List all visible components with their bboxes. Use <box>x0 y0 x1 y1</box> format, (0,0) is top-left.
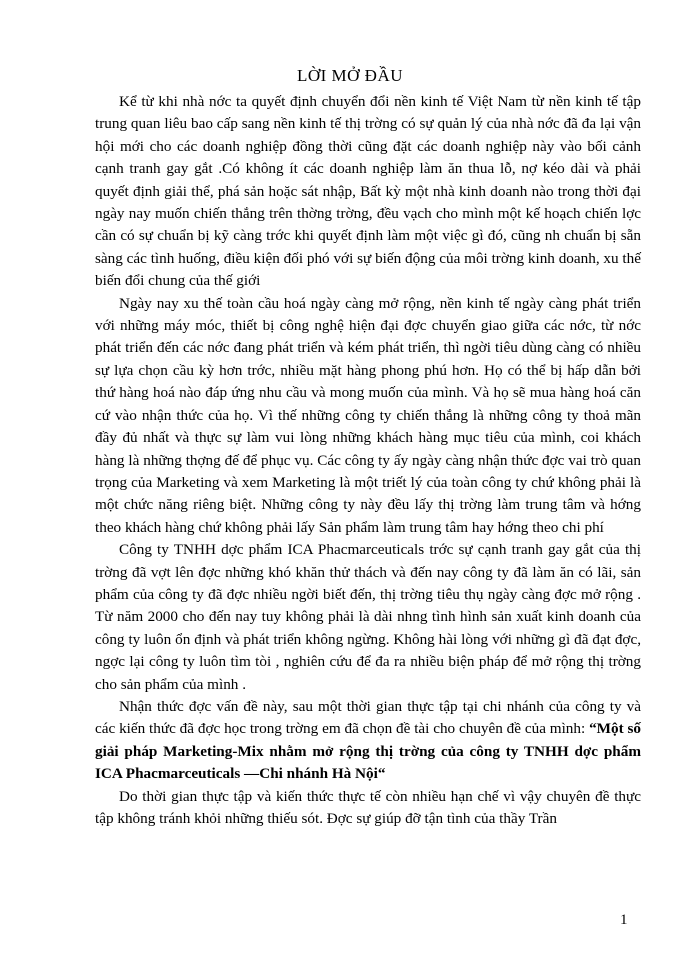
paragraph-4-intro: Nhận thức đợc vấn đề này, sau một thời gian thực tập tại chi nhánh của công ty và các kiến thức đã đợc học trong trờng em đã chọn đề tài cho chuyên đề của mình: <box>95 697 641 738</box>
paragraph-3: Công ty TNHH dợc phẩm ICA Phacmarceuticals trớc sự cạnh tranh gay gắt của thị trờng đã vợt lên đợc những khó khăn thử thách và đến nay công ty đã làm ăn có lãi, sản phẩm của công ty đã đợc nhiều ngời biết đến, thị trờng tiêu thụ ngày càng đợc mở rộng . Từ năm 2000 cho đến nay tuy không phải là dài nhng tình hình sản xuất kinh doanh của công ty luôn ổn định và phát triển không ngừng. Không hài lòng với những gì đã đạt đợc, ngợc lại công ty luôn tìm tòi , nghiên cứu để đa ra nhiều biện pháp để mở rộng thị trờng cho sản phẩm của mình . <box>95 541 641 693</box>
document-body <box>95 91 641 830</box>
page-title: LỜI MỞ ĐẦU <box>296 66 404 85</box>
paragraph-5: Do thời gian thực tập và kiến thức thực tế còn nhiều hạn chế vì vậy chuyên đề thực tập không tránh khỏi những thiếu sót. Đợc sự giúp đỡ tận tình của thầy Trần <box>95 787 641 827</box>
paragraph-1: Kể từ khi nhà nớc ta quyết định chuyển đổi nền kinh tế Việt Nam từ nền kinh tế tập trung quan liêu bao cấp sang nền kinh tế thị trờng có sự quản lý của nhà nớc đã đa lại vận hội mới cho các doanh nghiệp đồng thời cũng đặt các doanh nghiệp này vào bối cảnh cạnh tranh gay gắt .Có không ít các doanh nghiệp làm ăn thua lỗ, nợ kéo dài và phải quyết định giải thể, phá sản hoặc sát nhập, Bất kỳ một nhà kinh doanh nào trong thời đại ngày nay muốn chiến thắng trên thờng trờng, đều vạch cho mình một kế hoạch chiến lợc cần có sự chuẩn bị kỹ càng trớc khi quyết định làm một việc gì đó, cũng nh chuẩn bị sẵn sàng các tình huống, điều kiện đối phó với sự biến động của môi trờng kinh doanh, xu thế biến đổi chung của thế giới <box>95 93 641 290</box>
paragraph-4 <box>95 696 641 786</box>
page-number: 1 <box>620 912 628 928</box>
thesis-topic: “Một số giải pháp Marketing-Mix nhằm mở rộng thị trờng của công ty TNHH dợc phẩm ICA Phacmarceuticals —Chi nhánh Hà Nội“ <box>95 720 641 783</box>
paragraph-2: Ngày nay xu thế toàn cầu hoá ngày càng mở rộng, nền kinh tế ngày càng phát triển với những máy móc, thiết bị công nghệ hiện đại đợc chuyển giao giữa các nớc, từ nớc phát triển đến các nớc đang phát triển và kém phát triển, thì ngời tiêu dùng càng có nhiều sự lựa chọn cầu kỳ hơn trớc, nhiều mặt hàng phong phú hơn. Họ có thể bị hấp dẫn bởi thứ hàng hoá nào đáp ứng nhu cầu và mong muốn của mình. Và họ sẽ mua hàng hoá căn cứ vào nhận thức của họ. Vì thế những công ty chiến thắng là những công ty thoả mãn đầy đủ nhất và thực sự làm vui lòng những khách hàng mục tiêu của mình, coi khách hàng là những thợng đế để phục vụ. Các công ty ấy ngày càng nhận thức đợc vai trò quan trọng của Marketing và xem Marketing là một triết lý của toàn công ty chứ không phải là một chức năng riêng biệt. Những công ty này đều lấy thị trờng làm trung tâm và hớng theo khách hàng chứ không phải lấy Sản phẩm làm trung tâm hay hớng theo chi phí <box>95 294 641 536</box>
